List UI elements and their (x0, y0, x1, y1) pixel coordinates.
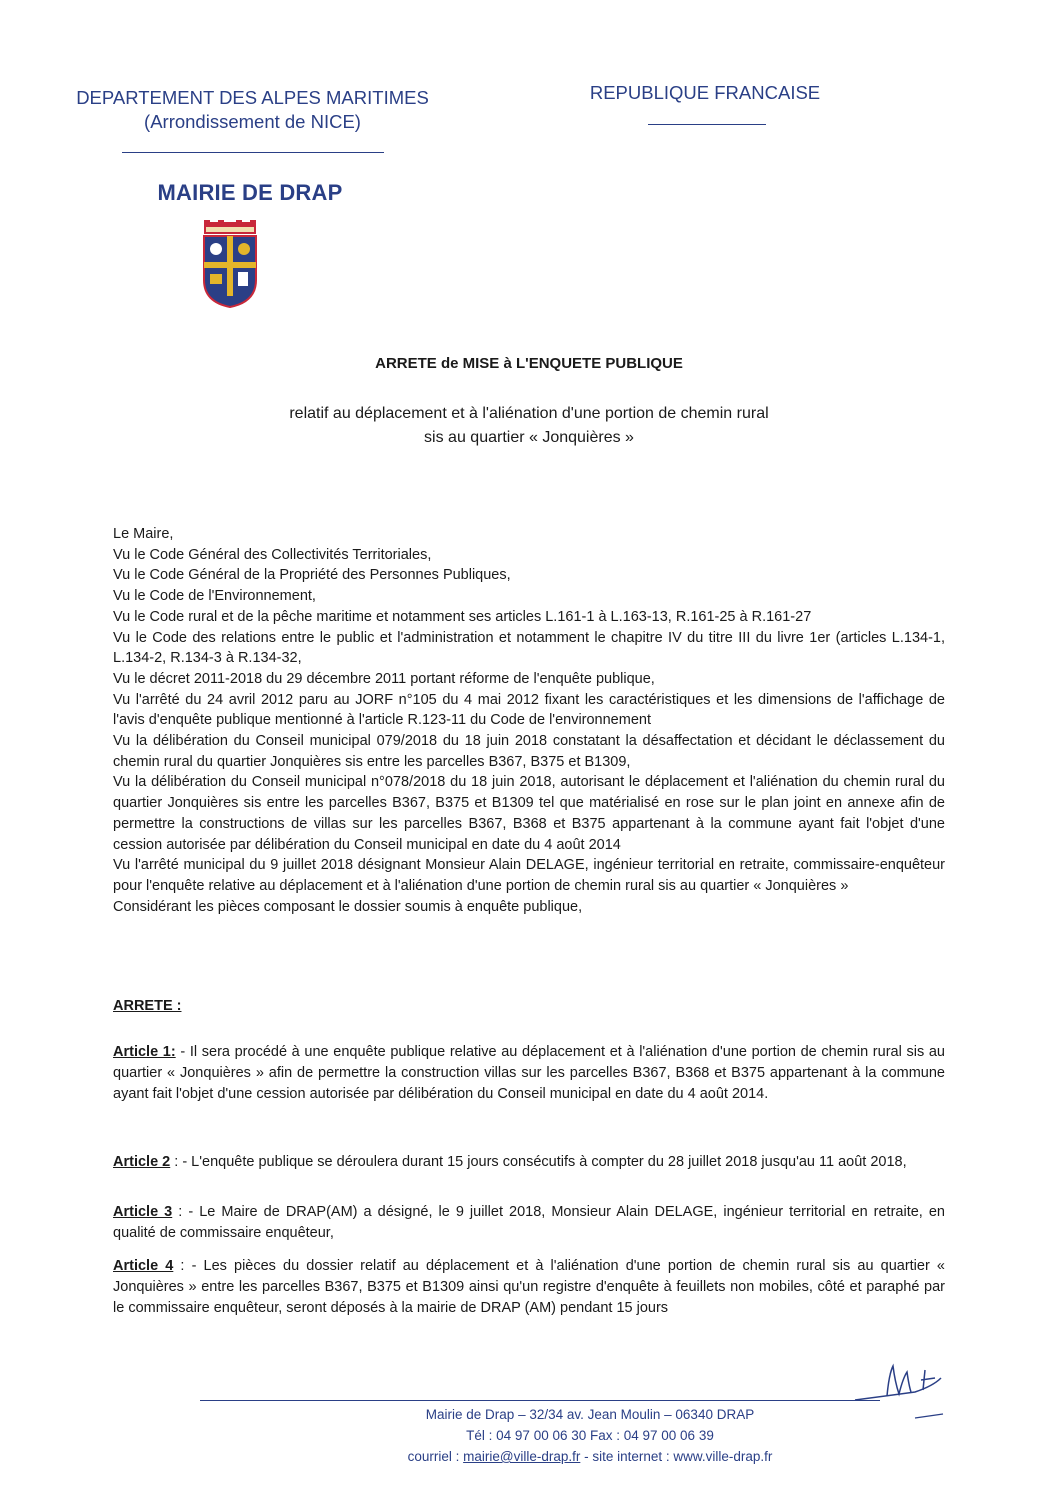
preamble-line: Vu le Code des relations entre le public et l'administration et notamment le chapitre IV du titre III du livre 1er (articles L.134-1, L.134-2, R.134-3 à R.134-32, (113, 629, 945, 667)
article-4 (113, 1256, 945, 1319)
preamble-line: Vu la délibération du Conseil municipal n°078/2018 du 18 juin 2018, autorisant le déplacement et l'aliénation du chemin rural du quartier Jonquières sis entre les parcelles B367, B375 et B1309 tel que matérialisé en rose sur le plan joint en annexe afin de permettre la constructions de villas sur les parcelles B367, B368 et B375 appartenant à la commune ayant fait l'objet d'une cession autorisée par délibération du Conseil municipal en date du 4 août 2014 (113, 774, 945, 853)
footer-contact (200, 1446, 980, 1467)
article-label: Article 3 (113, 1204, 173, 1220)
subtitle-line-2: sis au quartier « Jonquières » (424, 429, 634, 446)
coat-of-arms-icon (200, 220, 260, 308)
article-label: Article 2 (113, 1154, 171, 1170)
department-name: DEPARTEMENT DES ALPES MARITIMES (76, 87, 429, 108)
article-label: Article 1: (113, 1044, 176, 1060)
preamble (113, 524, 945, 917)
document-subtitle (0, 402, 1058, 450)
preamble-line: Vu le Code rural et de la pêche maritime et notamment ses articles L.161-1 à L.163-13, R.161-25 à R.161-27 (113, 608, 812, 625)
footer-website: - site internet : www.ville-drap.fr (580, 1449, 773, 1464)
preamble-line: Le Maire, (113, 526, 174, 542)
footer-phone: Tél : 04 97 00 06 30 Fax : 04 97 00 06 39 (466, 1428, 714, 1443)
article-2 (113, 1152, 945, 1173)
article-text: : - Le Maire de DRAP(AM) a désigné, le 9 juillet 2018, Monsieur Alain DELAGE, ingénieur territorial en retraite, en qualité de commissaire enquêteur, (113, 1204, 945, 1241)
arrete-heading: ARRETE : (113, 998, 182, 1014)
footer-divider (200, 1400, 880, 1401)
footer-address: Mairie de Drap – 32/34 av. Jean Moulin – 06340 DRAP (425, 1407, 755, 1422)
preamble-line: Considérant les pièces composant le dossier soumis à enquête publique, (113, 898, 583, 915)
header-divider-right (648, 124, 766, 125)
preamble-line: Vu le décret 2011-2018 du 29 décembre 2011 portant réforme de l'enquête publique, (113, 670, 655, 687)
footer-email-link[interactable]: mairie@ville-drap.fr (463, 1449, 581, 1464)
header-divider-left (122, 152, 384, 153)
document-title: ARRETE de MISE à L'ENQUETE PUBLIQUE (375, 355, 683, 372)
preamble-line: Vu le Code Général de la Propriété des Personnes Publiques, (113, 567, 511, 584)
footer-email-prefix: courriel : (407, 1449, 464, 1464)
article-text: - Il sera procédé à une enquête publique relative au déplacement et à l'aliénation d'une portion de chemin rural sis au quartier « Jonquières » afin de permettre la construction villas sur les parcelles B367, B368 et B375 appartenant à la commune ayant fait l'objet d'une cession autorisée par délibération du Conseil municipal en date du 4 août 2014. (113, 1044, 945, 1102)
subtitle-line-1: relatif au déplacement et à l'aliénation d'une portion de chemin rural (289, 405, 769, 422)
department-header (40, 86, 465, 134)
preamble-line: Vu le Code Général des Collectivités Territoriales, (113, 546, 432, 563)
preamble-line: Vu l'arrêté municipal du 9 juillet 2018 désignant Monsieur Alain DELAGE, ingénieur territorial en retraite, commissaire-enquêteur pour l'enquête relative au déplacement et à l'aliénation d'une portion de chemin rural sis au quartier « Jonquières » (113, 857, 945, 894)
preamble-line: Vu la délibération du Conseil municipal 079/2018 du 18 juin 2018 constatant la désaffectation et décidant le déclassement du chemin rural du quartier Jonquières sis entre les parcelles B367, B375 et B1309, (113, 733, 945, 770)
preamble-line: Vu l'arrêté du 24 avril 2012 paru au JORF n°105 du 4 mai 2012 fixant les caractéristiques et les dimensions de l'affichage de l'avis d'enquête publique mentionné à l'article R.123-11 du Code de l'environnement (113, 691, 945, 729)
article-text: : - Les pièces du dossier relatif au déplacement et à l'aliénation d'une portion de chemin rural sis au quartier « Jonquières » entre les parcelles B367, B375 et B1309 ainsi qu'un registre d'enquête à feuillets non mobiles, côté et paraphé par le commissaire enquêteur, seront déposés à la mairie de DRAP (AM) pendant 15 jours (113, 1258, 945, 1316)
preamble-line: Vu le Code de l'Environnement, (113, 588, 316, 605)
article-text: : - L'enquête publique se déroulera durant 15 jours consécutifs à compter du 28 juillet 2018 jusqu'au 11 août 2018, (170, 1154, 907, 1170)
article-1 (113, 1042, 945, 1105)
article-3 (113, 1202, 945, 1244)
article-label: Article 4 (113, 1258, 174, 1274)
republic-header: REPUBLIQUE FRANCAISE (589, 82, 821, 103)
arrondissement: (Arrondissement de NICE) (144, 111, 361, 132)
mairie-title: MAIRIE DE DRAP (157, 180, 343, 205)
footer (200, 1404, 980, 1467)
